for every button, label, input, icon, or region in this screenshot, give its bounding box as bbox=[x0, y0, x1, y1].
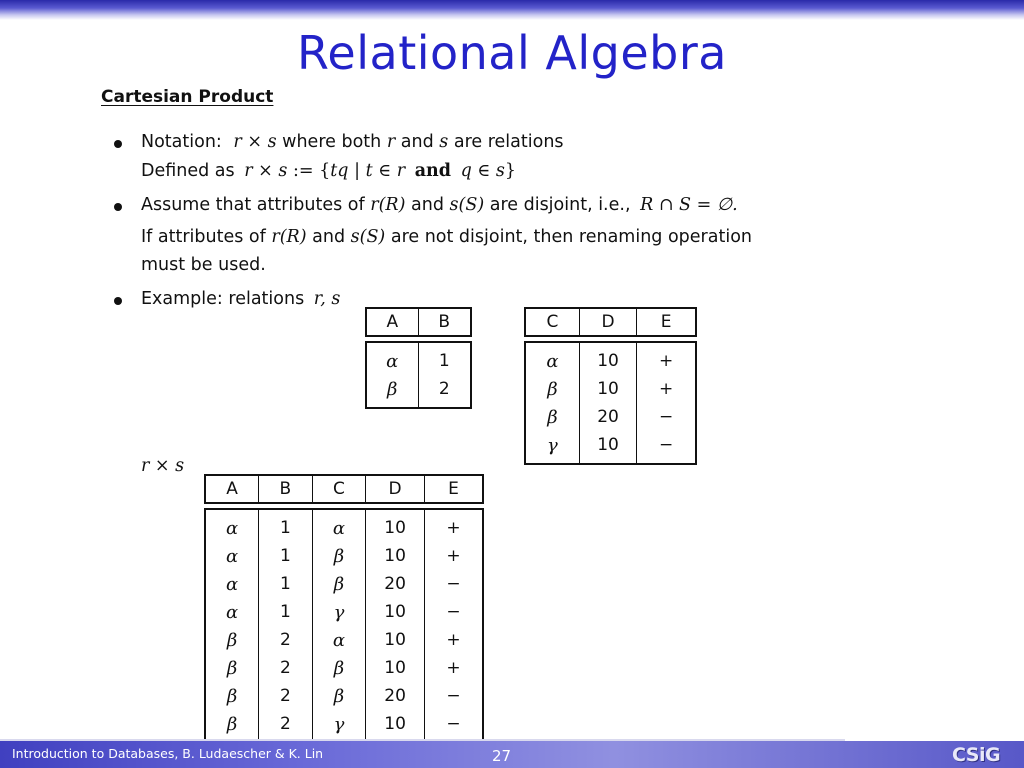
table-row bbox=[205, 682, 483, 710]
math-r: r bbox=[386, 132, 396, 152]
table-cell: 1 bbox=[259, 598, 313, 626]
column-header: C bbox=[312, 475, 366, 503]
table-cell: γ bbox=[312, 710, 366, 743]
ifnot-line bbox=[141, 227, 752, 247]
table-cell: 10 bbox=[366, 654, 425, 682]
bullet-marker bbox=[114, 297, 122, 305]
table-cell: − bbox=[424, 570, 483, 598]
column-header: D bbox=[366, 475, 425, 503]
relation-s-table bbox=[524, 307, 697, 465]
table-cell: 1 bbox=[259, 570, 313, 598]
table-cell: β bbox=[312, 682, 366, 710]
table-cell: 1 bbox=[259, 509, 313, 542]
table-cell: α bbox=[312, 509, 366, 542]
math-r: r bbox=[244, 161, 253, 181]
table-cell: β bbox=[205, 682, 259, 710]
math-s: s bbox=[267, 132, 277, 152]
math-s: s bbox=[278, 161, 288, 181]
table-cell: + bbox=[637, 375, 696, 403]
table-cell: − bbox=[424, 598, 483, 626]
math-in: ∈ bbox=[378, 161, 392, 181]
table-cell: β bbox=[525, 403, 579, 431]
footer-course-text: Introduction to Databases, B. Ludaescher & K. Lin bbox=[12, 746, 324, 761]
math-s: s bbox=[495, 161, 505, 181]
table-cell: β bbox=[312, 654, 366, 682]
table-cell: 10 bbox=[579, 342, 636, 375]
math-rR: r(R) bbox=[370, 195, 406, 215]
table-cell: 2 bbox=[418, 375, 471, 408]
table-cell: − bbox=[637, 431, 696, 464]
product-label: r × s bbox=[141, 456, 185, 476]
column-header: A bbox=[366, 308, 418, 336]
math-times: × bbox=[258, 161, 273, 181]
assume-line bbox=[141, 195, 738, 215]
table-cell: + bbox=[424, 626, 483, 654]
table-cell: 20 bbox=[579, 403, 636, 431]
assume-text: are disjoint, i.e., bbox=[489, 195, 631, 215]
table-cell: α bbox=[205, 570, 259, 598]
table-cell: β bbox=[205, 710, 259, 743]
math-rs: r, s bbox=[313, 289, 341, 309]
table-cell: α bbox=[525, 342, 579, 375]
ifnot-line-2: must be used. bbox=[141, 255, 266, 275]
math-sS: s(S) bbox=[350, 227, 386, 247]
table-row bbox=[205, 509, 483, 542]
table-cell: + bbox=[637, 342, 696, 375]
math-r: r bbox=[233, 132, 242, 152]
csig-logo: CSiG bbox=[952, 744, 1001, 766]
math-times: × bbox=[247, 132, 263, 152]
math-q: q bbox=[460, 161, 472, 181]
example-text: Example: relations bbox=[141, 289, 305, 309]
table-cell: α bbox=[205, 509, 259, 542]
column-header: A bbox=[205, 475, 259, 503]
table-cell: 10 bbox=[366, 710, 425, 743]
example-line bbox=[141, 289, 340, 309]
math-intersection: R ∩ S = ∅. bbox=[640, 195, 738, 215]
table-cell: 10 bbox=[366, 598, 425, 626]
section-title: Cartesian Product bbox=[101, 87, 274, 107]
math-and: and bbox=[414, 161, 451, 181]
notation-line bbox=[141, 132, 564, 152]
table-row bbox=[205, 626, 483, 654]
table-cell: − bbox=[424, 682, 483, 710]
assume-text: Assume that attributes of bbox=[141, 195, 365, 215]
notation-label: Notation: bbox=[141, 132, 222, 152]
table-cell: 10 bbox=[366, 509, 425, 542]
math-tq: tq bbox=[330, 161, 349, 181]
table-cell: 10 bbox=[366, 542, 425, 570]
table-cell: β bbox=[525, 375, 579, 403]
column-header: C bbox=[525, 308, 579, 336]
bullet-marker bbox=[114, 203, 122, 211]
math-t: t bbox=[365, 161, 373, 181]
page-number: 27 bbox=[492, 747, 512, 765]
table-row bbox=[525, 375, 696, 403]
math-assign: := { bbox=[292, 161, 331, 181]
table-cell: 20 bbox=[366, 682, 425, 710]
table-cell: α bbox=[312, 626, 366, 654]
ifnot-and: and bbox=[312, 227, 346, 247]
column-header: E bbox=[637, 308, 696, 336]
table-row bbox=[205, 654, 483, 682]
table-cell: β bbox=[366, 375, 418, 408]
table-cell: β bbox=[205, 654, 259, 682]
table-cell: γ bbox=[525, 431, 579, 464]
column-header: E bbox=[424, 475, 483, 503]
notation-text: where both bbox=[282, 132, 382, 152]
table-row bbox=[366, 342, 471, 375]
table-cell: 1 bbox=[418, 342, 471, 375]
table-row bbox=[366, 375, 471, 408]
table-cell: 1 bbox=[259, 542, 313, 570]
table-row bbox=[525, 431, 696, 464]
relation-rxs-table bbox=[204, 474, 484, 744]
slide-title: Relational Algebra bbox=[297, 26, 727, 80]
table-row bbox=[525, 403, 696, 431]
table-cell: α bbox=[205, 598, 259, 626]
top-gradient-bar bbox=[0, 0, 1024, 20]
notation-text: are relations bbox=[453, 132, 564, 152]
table-cell: 2 bbox=[259, 654, 313, 682]
ifnot-text: If attributes of bbox=[141, 227, 266, 247]
defined-line bbox=[141, 161, 516, 181]
table-cell: − bbox=[424, 710, 483, 743]
table-cell: 2 bbox=[259, 710, 313, 743]
table-row bbox=[205, 570, 483, 598]
relation-r-table bbox=[365, 307, 472, 409]
math-rR: r(R) bbox=[271, 227, 307, 247]
defined-label: Defined as bbox=[141, 161, 235, 181]
math-s: s bbox=[439, 132, 449, 152]
column-header: B bbox=[418, 308, 471, 336]
table-cell: + bbox=[424, 509, 483, 542]
math-in: ∈ bbox=[477, 161, 491, 181]
math-close: } bbox=[504, 161, 517, 181]
table-cell: β bbox=[205, 626, 259, 654]
table-cell: β bbox=[312, 570, 366, 598]
table-cell: 10 bbox=[579, 375, 636, 403]
bullet-marker bbox=[114, 140, 122, 148]
math-bar: | bbox=[354, 161, 360, 181]
table-cell: + bbox=[424, 654, 483, 682]
table-cell: 10 bbox=[366, 626, 425, 654]
math-sS: s(S) bbox=[449, 195, 485, 215]
math-r: r bbox=[396, 161, 406, 181]
table-cell: α bbox=[205, 542, 259, 570]
notation-and: and bbox=[400, 132, 434, 152]
table-cell: 2 bbox=[259, 626, 313, 654]
table-row bbox=[205, 542, 483, 570]
table-cell: 20 bbox=[366, 570, 425, 598]
column-header: D bbox=[579, 308, 636, 336]
table-row bbox=[525, 342, 696, 375]
table-cell: + bbox=[424, 542, 483, 570]
table-cell: − bbox=[637, 403, 696, 431]
ifnot-text: are not disjoint, then renaming operation bbox=[390, 227, 752, 247]
column-header: B bbox=[259, 475, 313, 503]
table-cell: 2 bbox=[259, 682, 313, 710]
table-cell: α bbox=[366, 342, 418, 375]
table-cell: 10 bbox=[579, 431, 636, 464]
table-cell: β bbox=[312, 542, 366, 570]
table-cell: γ bbox=[312, 598, 366, 626]
table-row bbox=[205, 598, 483, 626]
assume-and: and bbox=[411, 195, 444, 215]
